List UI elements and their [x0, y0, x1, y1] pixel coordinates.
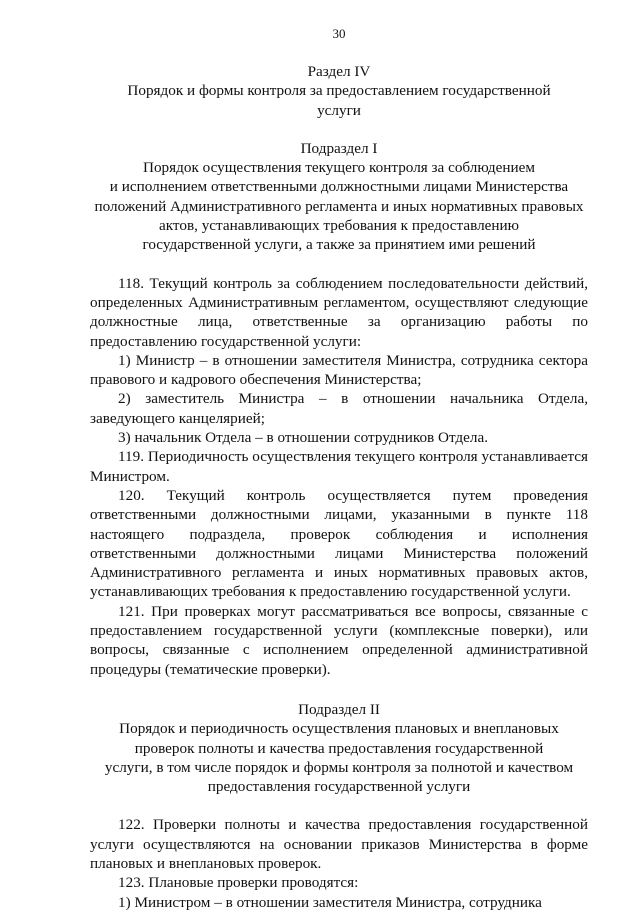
- subsection-1-heading: [90, 139, 588, 255]
- subsection-2-title-line: проверок полноты и качества предоставления государственной: [134, 739, 544, 757]
- page-number: 30: [332, 26, 346, 41]
- subsection-2-title-line: Порядок и периодичность осуществления плановых и внеплановых: [119, 720, 559, 738]
- paragraph-122: 122. Проверки полноты и качества предоставления государственной услуги осуществляются на основании приказов Министерства в форме плановых и внеплановых проверок.: [90, 816, 588, 872]
- paragraph-118: 118. Текущий контроль за соблюдением последовательности действий, определенных Административным регламентом, осуществляют следующие должностные лица, ответственные за организацию работы по предоставлению государственной услуги:: [90, 274, 588, 350]
- subsection-2-title-line: предоставления государственной услуги: [207, 778, 471, 796]
- paragraph-118-item-1: 1) Министр – в отношении заместителя Министра, сотрудника сектора правового и кадрового обеспечения Министерства;: [90, 351, 588, 389]
- paragraph-119: 119. Периодичность осуществления текущего контроля устанавливается Министром.: [90, 448, 588, 485]
- subsection-2-body: [90, 815, 588, 911]
- subsection-1-title-line: и исполнением ответственными должностными лицами Министерства: [109, 178, 569, 196]
- section-heading: [90, 62, 588, 120]
- paragraph-121: 121. При проверках могут рассматриваться все вопросы, связанные с предоставлением государственной услуги (комплексные поверки), или вопросы, связанные с исполнением определенной административной процедуры (тематические проверки).: [90, 602, 588, 678]
- paragraph-120: 120. Текущий контроль осуществляется путем проведения ответственными должностными лицами, указанными в пункте 118 настоящего подраздела, проверок соблюдения и исполнения ответственными должностными лицами Министерства положений Административного регламента и иных нормативных правовых актов, устанавливающих требования к предоставлению государственной услуги.: [90, 486, 588, 601]
- paragraph-118-item-3: 3) начальник Отдела – в отношении сотрудников Отдела.: [118, 429, 488, 447]
- subsection-1-title-line: Порядок осуществления текущего контроля за соблюдением: [142, 159, 536, 177]
- subsection-2-heading: [90, 700, 588, 796]
- subsection-1-body: [90, 274, 588, 679]
- paragraph-118-item-2: 2) заместитель Министра – в отношении начальника Отдела, заведующего канцелярией;: [90, 390, 588, 427]
- subsection-2-title-line: услуги, в том числе порядок и формы контроля за полнотой и качеством: [104, 758, 574, 776]
- section-title-line: Порядок и формы контроля за предоставлением государственной: [127, 82, 551, 100]
- subsection-2-label: Подраздел II: [298, 700, 380, 718]
- subsection-1-title-line: государственной услуги, а также за принятием ими решений: [142, 236, 536, 254]
- paragraph-123: 123. Плановые проверки проводятся:: [118, 874, 359, 892]
- subsection-1-label: Подраздел I: [300, 139, 378, 157]
- subsection-1-title-line: положений Административного регламента и иных нормативных правовых: [94, 197, 584, 215]
- subsection-1-title-line: актов, устанавливающих требования к предоставлению: [159, 217, 519, 235]
- section-label: Раздел IV: [307, 63, 371, 80]
- paragraph-123-item-1: 1) Министром – в отношении заместителя Министра, сотрудника: [118, 893, 542, 911]
- section-title-line: услуги: [317, 101, 361, 119]
